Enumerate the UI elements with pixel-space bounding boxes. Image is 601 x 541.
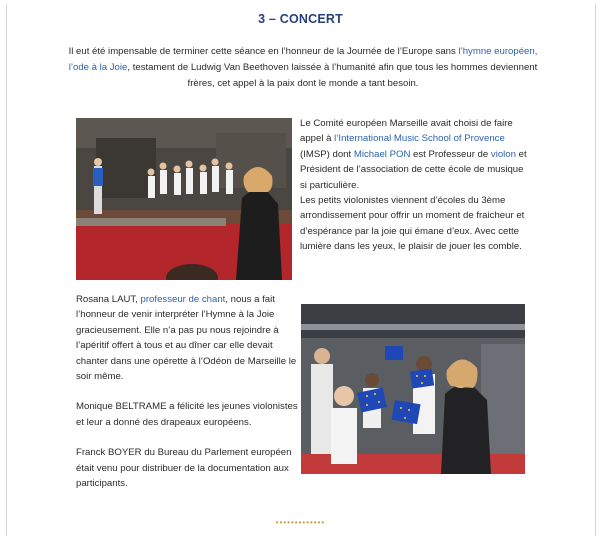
imsp-link: l’International Music School of Provence: [334, 133, 505, 145]
rosana-text-2: , nous a fait l’honneur de venir interpréter l’Hymne à la Joie gracieusement. Elle n’a pas pu nous rejoindre à l’apéritif offert à tous et au dîner car elle devait chanter dans une opérette à l’Odéon de Marseille le soir même.: [76, 294, 297, 383]
monique-paragraph: Monique BELTRAME a félicité les jeunes violonistes et leur a donné des drapeaux européens.: [76, 401, 298, 428]
intro-text-2: , testament de Ludwig Van Beethoven laissée à l’humanité afin que tous les hommes deviennent frères, cet appel à la paix dont le monde a tant besoin.: [127, 62, 538, 89]
comite-text-2: (IMSP) dont: [300, 148, 354, 160]
rosana-paragraph: [76, 292, 298, 384]
comite-text-1: Le Comité européen Marseille avait choisi de faire appel à: [300, 118, 513, 145]
violon-link: violon: [490, 148, 516, 160]
comite-text-3: est Professeur de: [410, 148, 491, 160]
flags-photo: [301, 304, 525, 474]
michael-pon-link: Michael PON: [353, 148, 411, 160]
concert-photo-stage: [76, 118, 292, 280]
comite-block: [300, 116, 532, 255]
intro-link-hymne: l’hymne européen, l’ode à la Joie: [68, 46, 538, 73]
comite-text-4: et Président de l’association de cette école de musique si particulière.: [300, 148, 527, 191]
intro-paragraph: [68, 44, 538, 92]
intro-text-1: Il eut été impensable de terminer cette séance en l’honneur de la Journée de l’Europe sans: [68, 46, 459, 57]
separator-dots: •••••••••••••: [275, 518, 326, 527]
left-text-block: [76, 292, 298, 491]
franck-paragraph: Franck BOYER du Bureau du Parlement européen était venu pour distribuer de la documentation aux participants.: [76, 447, 292, 490]
professeur-chant-link: professeur de chant: [140, 294, 226, 305]
section-title: 3 – CONCERT: [258, 12, 343, 26]
violinists-paragraph: Les petits violonistes viennent d’écoles du 3ème arrondissement pour offrir un moment de fraicheur et d’espérance par la joie qui émane d’eux. Avec cette lumière dans les yeux, le plaisir de jouer les comble.: [300, 195, 525, 253]
comite-paragraph: [300, 116, 532, 193]
rosana-text-1: Rosana LAUT,: [76, 294, 141, 305]
